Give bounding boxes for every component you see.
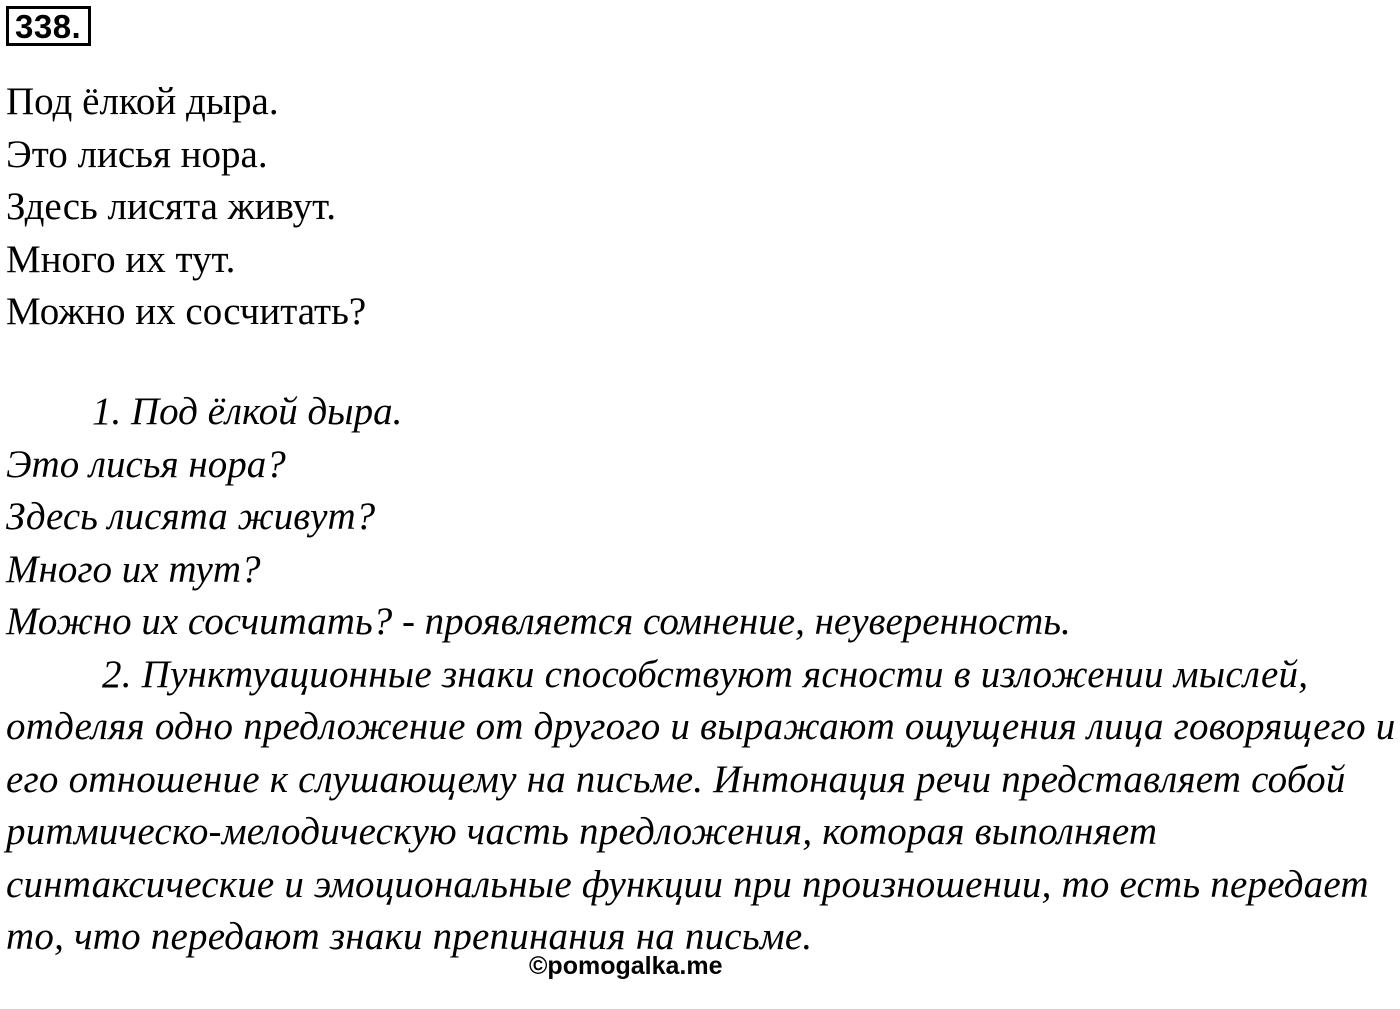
answer-item1-line: Много их тут?: [6, 547, 261, 591]
poem-line: Это лисья нора.: [6, 132, 268, 176]
answer-item1-line: 1. Под ёлкой дыра.: [92, 390, 403, 433]
watermark: ©pomogalka.me: [529, 952, 723, 980]
answer-item2-paragraph: 2. Пунктуационные знаки способствуют ясности в изложении мыслей, отделяя одно предложение от другого и выражают ощущения лица говорящего и его отношение к слушающему на письме. Интонация речи представляет собой ритмическо-мелодическую часть предложения, которая выполняет синтаксические и эмоциональные функции при произношении, то есть передает то, что передают знаки препинания на письме.: [6, 652, 1396, 958]
answer-item1-line: Это лисья нора?: [6, 442, 286, 486]
poem-line: Под ёлкой дыра.: [6, 80, 279, 123]
poem-line: Можно их сосчитать?: [6, 290, 367, 333]
answer-block: [6, 386, 1398, 964]
exercise-number: 338.: [6, 6, 91, 46]
poem-text: [6, 76, 366, 339]
poem-line: Здесь лисята живут.: [6, 185, 336, 228]
answer-item1-line: Здесь лисята живут?: [6, 495, 376, 538]
poem-line: Много их тут.: [6, 237, 236, 281]
answer-item1-line: Можно их сосчитать? - проявляется сомнение, неуверенность.: [6, 600, 1071, 643]
